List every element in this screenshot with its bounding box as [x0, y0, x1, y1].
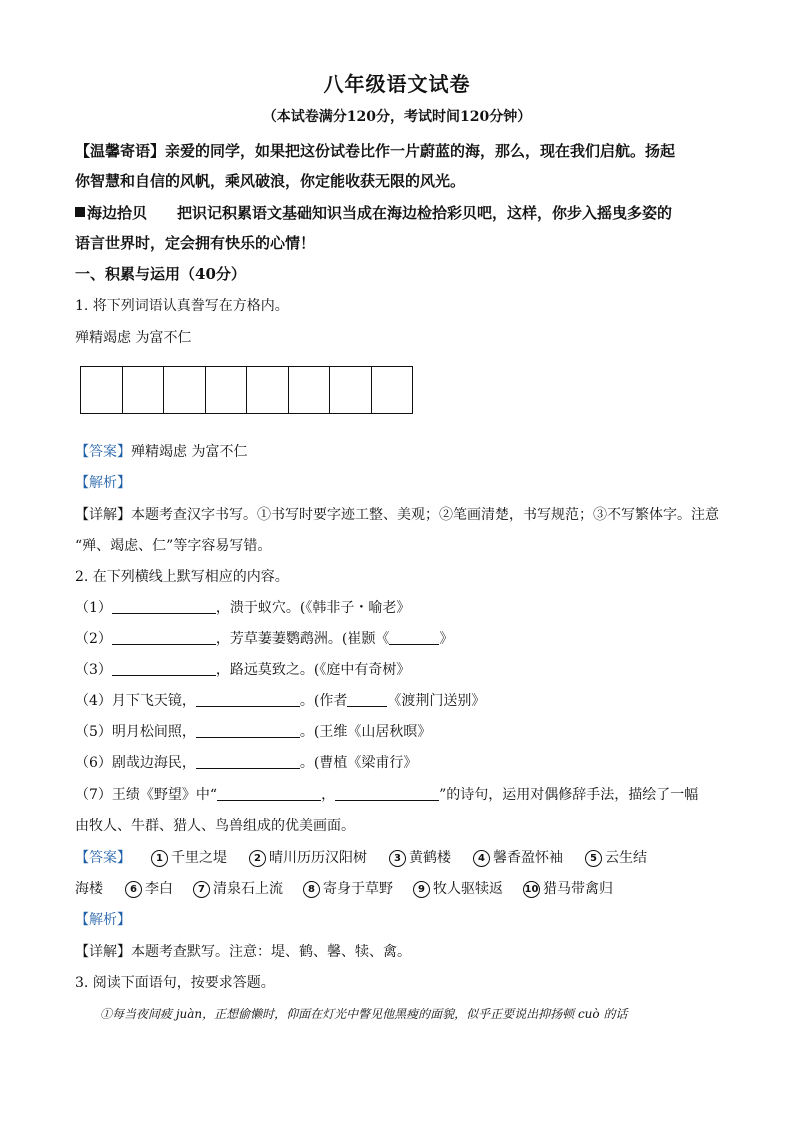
q3-passage: ①每当夜间疲 juàn，正想偷懒时，仰面在灯光中瞥见他黑瘦的面貌，似乎正要说出抑扬顿 cuò 的话 [100, 1007, 628, 1021]
answer-item: 牧人驱犊返 [433, 881, 503, 897]
q2-item-1 [75, 598, 410, 618]
q1-detail-text-1: 本题考查汉字书写。①书写时要字迹工整、美观；②笔画清楚，书写规范；③不写繁体字。注意 [131, 507, 719, 523]
q2-detail-line [75, 942, 411, 962]
answer-item: 晴川历历汉阳树 [269, 850, 367, 866]
q1-answer-tag: 【答案】 [75, 444, 131, 460]
intro-text-1: 亲爱的同学，如果把这份试卷比作一片蔚蓝的海，那么，现在我们启航。扬起 [165, 142, 676, 160]
q2-analysis-tag: 【解析】 [75, 912, 131, 928]
square-bullet-icon [75, 207, 85, 217]
item-tail: 》 [439, 631, 454, 647]
q2-answer-line-2 [75, 879, 613, 899]
intro-tag: 【温馨寄语】 [75, 142, 166, 160]
grid-cell[interactable] [206, 367, 248, 413]
q1-prompt: 1. 将下列词语认真誊写在方格内。 [75, 298, 289, 314]
section-line-1 [75, 203, 672, 223]
number-circle-icon: 9 [413, 881, 430, 898]
number-circle-icon: 2 [249, 850, 266, 867]
section-text-2: 语言世界时，定会拥有快乐的心情！ [75, 234, 316, 252]
item-number: （2） [75, 631, 112, 647]
number-circle-icon: 3 [389, 850, 406, 867]
answer-blank[interactable] [112, 630, 216, 645]
answer-item: 云生结 [605, 850, 647, 866]
number-circle-icon: 10 [523, 881, 540, 898]
q2-item-7-line-2: 由牧人、牛群、猎人、鸟兽组成的优美画面。 [75, 818, 355, 834]
item-separator: ， [321, 787, 336, 803]
item-tail: 《渡荆门送别》 [387, 693, 486, 709]
q1-detail-tag: 【详解】 [75, 507, 131, 523]
page-subtitle: （本试卷满分120分，考试时间120分钟） [262, 109, 532, 125]
writing-grid[interactable] [80, 366, 413, 414]
number-circle-icon: 5 [585, 850, 602, 867]
q2-item-4 [75, 691, 485, 711]
answer-blank[interactable] [335, 786, 439, 801]
q2-prompt: 2. 在下列横线上默写相应的内容。 [75, 569, 289, 585]
answer-item: 李白 [145, 881, 173, 897]
section-text-1: 把识记积累语文基础知识当成在海边检拾彩贝吧，这样，你步入摇曳多姿的 [177, 204, 673, 222]
section-tag: 海边拾贝 [87, 204, 148, 222]
item-number: （7） [75, 787, 112, 803]
number-circle-icon: 7 [193, 881, 210, 898]
answer-item: 海楼 [75, 881, 103, 897]
answer-blank[interactable] [112, 661, 216, 676]
item-text: ，溃于蚁穴。(《韩非子・喻老》 [215, 600, 411, 616]
answer-item: 千里之堤 [171, 850, 227, 866]
answer-item: 猎马带禽归 [543, 881, 613, 897]
number-circle-icon: 1 [151, 850, 168, 867]
page-title: 八年级语文试卷 [323, 72, 471, 96]
item-text: ，路远莫致之。(《庭中有奇树》 [215, 662, 411, 678]
grid-cell[interactable] [247, 367, 289, 413]
number-circle-icon: 8 [303, 881, 320, 898]
q2-answer-line-1 [75, 848, 647, 868]
grid-cell[interactable] [81, 367, 123, 413]
q1-answer-line [75, 442, 247, 462]
q2-item-5 [75, 722, 431, 742]
q1-words: 殚精竭虑 为富不仁 [75, 330, 192, 346]
q2-detail-tag: 【详解】 [75, 944, 131, 960]
intro-text-2: 你智慧和自信的风帆，乘风破浪，你定能收获无限的风光。 [75, 172, 466, 190]
answer-blank[interactable] [196, 723, 300, 738]
q1-detail-line-1 [75, 505, 719, 525]
answer-blank[interactable] [217, 786, 321, 801]
item-prefix: 剧哉边海民， [111, 755, 196, 771]
q2-answer-tag: 【答案】 [75, 850, 131, 866]
number-circle-icon: 4 [473, 850, 490, 867]
grid-cell[interactable] [123, 367, 165, 413]
answer-blank[interactable] [347, 692, 387, 707]
item-number: （1） [75, 600, 112, 616]
grid-cell[interactable] [372, 367, 414, 413]
answer-item: 黄鹤楼 [409, 850, 451, 866]
item-prefix: 明月松间照， [111, 724, 196, 740]
grid-cell[interactable] [289, 367, 331, 413]
q1-answer: 殚精竭虑 为富不仁 [131, 444, 248, 460]
q2-detail-text: 本题考查默写。注意：堤、鹤、馨、犊、禽。 [131, 944, 411, 960]
answer-blank[interactable] [389, 630, 439, 645]
answer-item: 清泉石上流 [213, 881, 283, 897]
q2-item-3 [75, 660, 410, 680]
item-number: （4） [75, 693, 112, 709]
item-number: （3） [75, 662, 112, 678]
item-text: 。(作者 [299, 693, 348, 709]
intro-line-1 [75, 141, 675, 161]
q3-prompt: 3. 阅读下面语句，按要求答题。 [75, 975, 275, 991]
number-circle-icon: 6 [125, 881, 142, 898]
item-text: 。(曹植《梁甫行》 [299, 755, 418, 771]
item-text: ，芳草萋萋鹦鹉洲。(崔颢《 [215, 631, 390, 647]
answer-item: 馨香盈怀袖 [493, 850, 563, 866]
item-prefix: 王绩《野望》中“ [111, 787, 218, 803]
part1-heading: 一、积累与运用（40分） [75, 265, 246, 283]
answer-item: 寄身于草野 [323, 881, 393, 897]
q2-item-6 [75, 753, 417, 773]
q2-item-2 [75, 629, 453, 649]
q2-item-7 [75, 785, 698, 805]
q1-analysis-tag: 【解析】 [75, 475, 131, 491]
item-number: （5） [75, 724, 112, 740]
answer-blank[interactable] [112, 599, 216, 614]
item-text: ”的诗句，运用对偶修辞手法，描绘了一幅 [439, 787, 699, 803]
item-text: 。(王维《山居秋暝》 [299, 724, 432, 740]
answer-blank[interactable] [196, 754, 300, 769]
q1-detail-text-2: “殚、竭虑、仁”等字容易写错。 [75, 538, 272, 554]
grid-cell[interactable] [164, 367, 206, 413]
answer-blank[interactable] [196, 692, 300, 707]
grid-cell[interactable] [330, 367, 372, 413]
item-prefix: 月下飞天镜， [111, 693, 196, 709]
item-number: （6） [75, 755, 112, 771]
